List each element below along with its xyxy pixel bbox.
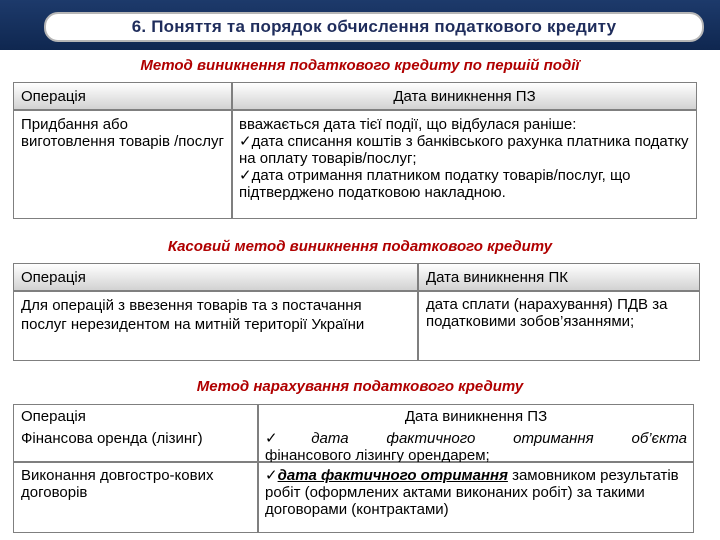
s1-col2-header: Дата виникнення ПЗ (393, 88, 536, 105)
s3-row2-date-cell (258, 462, 694, 533)
s3-row1-operation-cell (13, 404, 258, 462)
s1-col1-header-cell (13, 82, 232, 110)
s1-operation: Придбання або виготовлення товарів /послуг (21, 116, 224, 150)
s3-col1-header: Операція (21, 408, 86, 425)
s2-operation-cell (13, 291, 418, 361)
s1-date-cell (232, 110, 697, 219)
s1-bullet-1-text: дата списання коштів з банківського рахунка платника податку на оплату товарів/послуг; (239, 133, 689, 167)
s3-col2-header: Дата виникнення ПЗ (404, 408, 548, 425)
s2-date-cell (418, 291, 700, 361)
check-icon: ✓ (265, 429, 312, 447)
s2-col1-header-cell (13, 263, 418, 291)
s3-row1-date-line1 (265, 430, 687, 447)
s3-row1-date-line1-text: дата фактичного отримання об’єкта (311, 430, 687, 447)
s3-row2-date (265, 467, 687, 518)
s2-date: дата сплати (нарахування) ПДВ за податковими зобов’язаннями; (426, 296, 668, 330)
section-3-heading: Метод нарахування податкового кредиту (196, 378, 524, 395)
s2-col1-header: Операція (21, 269, 86, 286)
s1-bullet-2 (239, 167, 691, 201)
s1-date-intro: вважається дата тієї події, що відбулася раніше: (239, 116, 577, 133)
title-box (44, 12, 704, 42)
s3-row2-operation-cell (13, 462, 258, 533)
s3-row1-date-cell (258, 404, 694, 462)
s1-bullet-2-text: дата отримання платником податку товарів/послуг, що підтверджено податковою накладною. (239, 167, 631, 201)
s3-row1-date (265, 430, 687, 464)
s3-row2-operation: Виконання довгостро-кових договорів (21, 467, 214, 501)
s3-row2-date-rest: замовником результатів робіт (оформлених актами виконаних робіт) за такими договорами (контрактами) (265, 467, 679, 518)
s1-operation-cell (13, 110, 232, 219)
check-icon: ✓ (239, 132, 252, 150)
s1-bullet-1 (239, 133, 691, 167)
s3-row1-date-line2: фінансового лізингу орендарем; (265, 447, 490, 464)
section-1-heading: Метод виникнення податкового кредиту по першій події (140, 57, 580, 74)
s1-col1-header: Операція (21, 88, 86, 105)
s3-row2-date-emph: дата фактичного отримання (277, 467, 508, 484)
s1-col2-header-cell (232, 82, 697, 110)
s2-col2-header: Дата виникнення ПК (426, 269, 568, 286)
s2-operation: Для операцій з ввезення товарів та з постачання послуг нерезидентом на митній території України (21, 297, 365, 333)
check-icon: ✓ (239, 166, 252, 184)
s3-row1-operation: Фінансова оренда (лізинг) (21, 430, 203, 447)
section-2-heading: Касовий метод виникнення податкового кредиту (167, 238, 553, 255)
page-title: 6. Поняття та порядок обчислення податкового кредиту (131, 17, 617, 36)
title-bar (0, 0, 720, 50)
check-icon: ✓ (265, 466, 278, 484)
s1-date-content (239, 116, 691, 201)
s2-col2-header-cell (418, 263, 700, 291)
